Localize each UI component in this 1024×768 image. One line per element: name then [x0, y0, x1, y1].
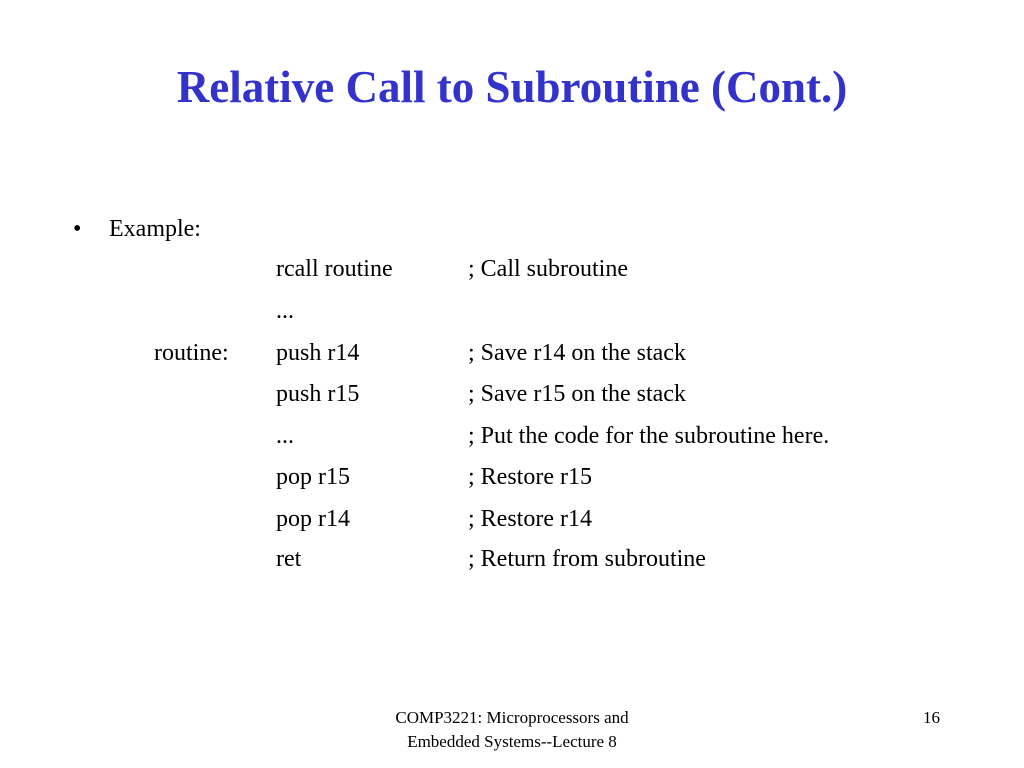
code-comment: ; Save r15 on the stack: [468, 381, 686, 407]
page-number: 16: [923, 708, 940, 727]
slide-title: Relative Call to Subroutine (Cont.): [176, 62, 848, 112]
code-comment: ; Call subroutine: [468, 256, 628, 282]
code-comment: ; Restore r14: [468, 506, 592, 532]
code-label: routine:: [154, 340, 229, 366]
footer-course-line-2: Embedded Systems--Lecture 8: [407, 732, 617, 751]
code-instruction: ret: [276, 546, 302, 572]
code-comment: ; Put the code for the subroutine here.: [468, 423, 830, 449]
code-instruction: push r14: [276, 340, 360, 366]
code-instruction: ...: [276, 423, 294, 449]
code-instruction: pop r14: [276, 506, 350, 532]
bullet-text: Example:: [109, 216, 201, 242]
bullet-item: [73, 214, 201, 244]
code-comment: ; Return from subroutine: [468, 546, 706, 572]
code-instruction: pop r15: [276, 464, 350, 490]
code-instruction: rcall routine: [276, 256, 393, 282]
footer-course-line-1: COMP3221: Microprocessors and: [395, 708, 629, 727]
code-comment: ; Restore r15: [468, 464, 592, 490]
code-comment: ; Save r14 on the stack: [468, 340, 686, 366]
footer-course-title: [312, 706, 712, 754]
bullet-dot: •: [73, 216, 82, 242]
code-instruction: ...: [276, 298, 294, 324]
code-instruction: push r15: [276, 381, 360, 407]
